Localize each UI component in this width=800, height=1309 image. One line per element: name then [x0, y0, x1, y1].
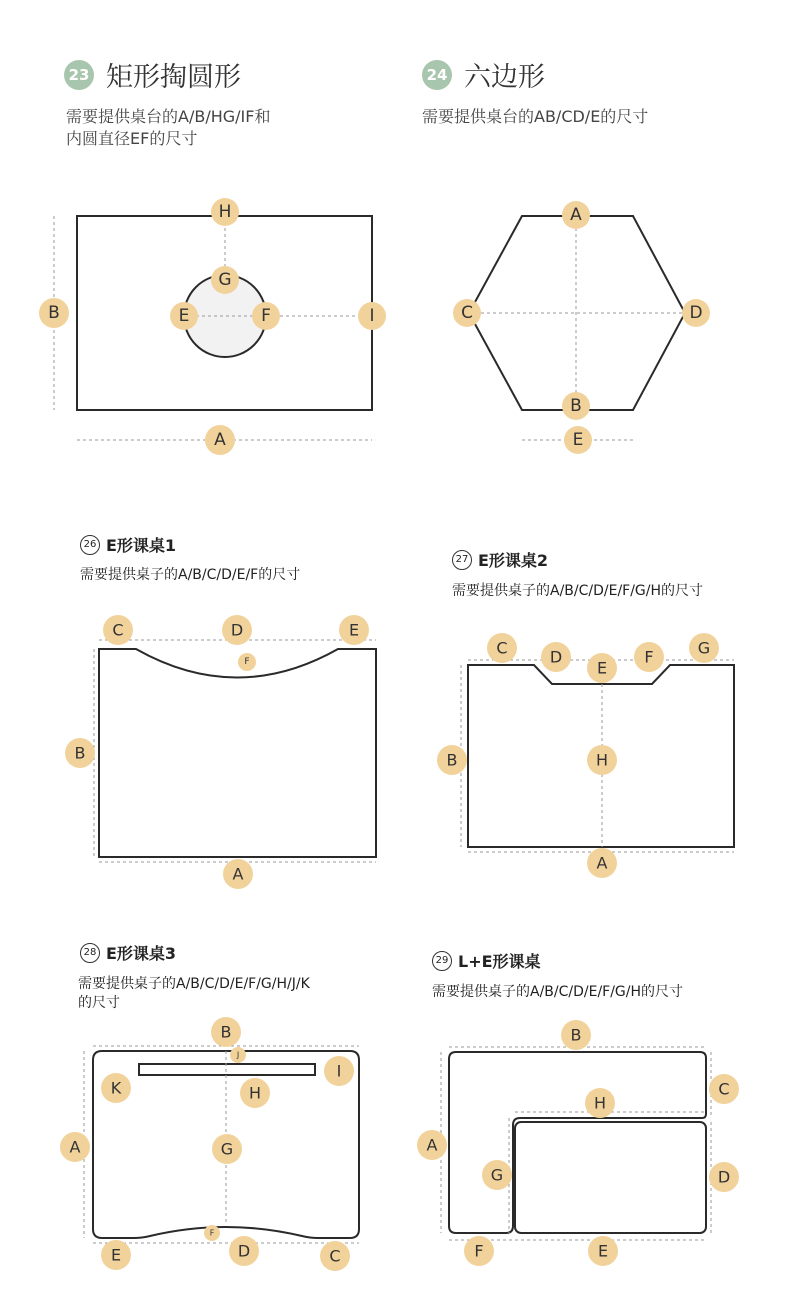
label-badge-24-c	[453, 299, 481, 327]
label-28-k: K	[110, 1078, 122, 1098]
diagram-24	[453, 201, 710, 454]
label-badge-28-k	[101, 1073, 131, 1103]
label-24-a: A	[570, 205, 582, 225]
section-27-number: 27	[452, 550, 472, 570]
section-27-heading: E形课桌2	[478, 551, 549, 570]
label-badge-23-g	[211, 266, 239, 294]
label-badge-28-e	[101, 1240, 131, 1270]
section-29-desc-line-1: 需要提供桌子的A/B/C/D/E/F/G/H的尺寸	[432, 984, 684, 1000]
label-badge-28-c	[320, 1241, 350, 1271]
label-badge-27-f	[634, 642, 664, 672]
label-badge-24-e	[564, 426, 592, 454]
label-24-e: E	[572, 430, 584, 450]
label-26-d: D	[230, 620, 244, 640]
diagram-27	[437, 633, 734, 878]
diagram-26-desk	[99, 649, 376, 857]
label-24-b: B	[570, 396, 582, 416]
label-badge-26-a	[223, 859, 253, 889]
label-27-e: E	[596, 658, 608, 678]
label-badge-26-e	[339, 615, 369, 645]
label-26-a: A	[232, 864, 244, 884]
label-badge-28-a	[60, 1132, 90, 1162]
label-badge-26-b	[65, 738, 95, 768]
label-26-e: E	[348, 620, 360, 640]
label-27-c: C	[496, 638, 508, 658]
label-23-f: F	[261, 306, 271, 326]
label-badge-28-j	[230, 1047, 246, 1063]
label-29-b: B	[570, 1025, 582, 1045]
label-26-f: F	[244, 657, 250, 667]
label-badge-26-d	[222, 615, 252, 645]
label-29-f: F	[474, 1241, 484, 1261]
section-26-number: 26	[80, 535, 100, 555]
label-26-b: B	[74, 743, 86, 763]
label-badge-29-f	[464, 1236, 494, 1266]
label-badge-26-f	[238, 653, 256, 671]
label-badge-24-d	[682, 299, 710, 327]
label-badge-28-i	[324, 1056, 354, 1086]
label-23-e: E	[178, 306, 190, 326]
diagram-23	[39, 198, 386, 455]
label-28-e: E	[110, 1245, 122, 1265]
label-26-c: C	[112, 620, 124, 640]
label-27-h: H	[595, 750, 609, 770]
label-badge-27-g	[689, 633, 719, 663]
section-26-desc-line-1: 需要提供桌子的A/B/C/D/E/F的尺寸	[80, 567, 301, 583]
label-badge-27-e	[587, 653, 617, 683]
label-27-g: G	[697, 638, 711, 658]
label-23-b: B	[48, 303, 60, 323]
section-27-desc-line-1: 需要提供桌子的A/B/C/D/E/F/G/H的尺寸	[452, 583, 704, 599]
label-badge-27-h	[587, 745, 617, 775]
label-24-c: C	[461, 303, 473, 323]
label-28-a: A	[69, 1137, 81, 1157]
label-23-i: I	[369, 306, 375, 326]
section-23-desc-line-2: 内圆直径EF的尺寸	[66, 129, 198, 148]
label-29-c: C	[718, 1079, 730, 1099]
section-23-heading: 矩形掏圆形	[106, 62, 241, 93]
section-28-number: 28	[80, 943, 100, 963]
label-29-a: A	[426, 1135, 438, 1155]
section-29-number: 29	[432, 951, 452, 971]
section-24-heading: 六边形	[464, 62, 545, 93]
label-28-h: H	[248, 1083, 262, 1103]
label-badge-27-a	[587, 848, 617, 878]
label-23-h: H	[218, 202, 232, 222]
label-28-i: I	[336, 1061, 342, 1081]
label-badge-23-f	[252, 302, 280, 330]
label-badge-29-e	[588, 1236, 618, 1266]
label-badge-23-i	[358, 302, 386, 330]
label-badge-29-c	[709, 1074, 739, 1104]
label-badge-26-c	[103, 615, 133, 645]
diagram-29-l-desk	[449, 1052, 706, 1233]
diagram-29-e-desk	[515, 1122, 706, 1233]
label-badge-27-c	[487, 633, 517, 663]
label-27-d: D	[549, 647, 563, 667]
label-badge-29-h	[585, 1088, 615, 1118]
diagram-28-slot	[139, 1064, 315, 1075]
diagram-28	[60, 1017, 359, 1271]
label-badge-27-d	[541, 642, 571, 672]
section-23-number: 23	[64, 60, 94, 90]
section-28-heading: E形课桌3	[106, 944, 177, 963]
section-29-heading: L+E形课桌	[458, 952, 541, 971]
label-badge-28-b	[211, 1017, 241, 1047]
label-28-b: B	[220, 1022, 232, 1042]
diagram-29	[417, 1020, 739, 1266]
label-badge-24-b	[562, 392, 590, 420]
label-badge-28-g	[212, 1134, 242, 1164]
label-badge-23-b	[39, 298, 69, 328]
section-23-desc-line-1: 需要提供桌台的A/B/HG/IF和	[66, 107, 271, 126]
label-29-g: G	[490, 1165, 504, 1185]
section-26-heading: E形课桌1	[106, 536, 177, 555]
label-27-f: F	[644, 647, 654, 667]
section-24-number: 24	[422, 60, 452, 90]
label-29-d: D	[717, 1167, 731, 1187]
diagram-26	[65, 615, 376, 889]
label-badge-23-e	[170, 302, 198, 330]
label-badge-27-b	[437, 745, 467, 775]
section-24-desc-line-1: 需要提供桌台的AB/CD/E的尺寸	[422, 107, 649, 126]
section-28-desc-line-1: 需要提供桌子的A/B/C/D/E/F/G/H/J/K	[78, 976, 310, 992]
label-27-a: A	[596, 853, 608, 873]
label-27-b: B	[446, 750, 458, 770]
label-badge-24-a	[562, 201, 590, 229]
label-28-j: J	[236, 1050, 240, 1060]
label-29-h: H	[593, 1093, 607, 1113]
label-23-a: A	[214, 430, 226, 450]
label-badge-29-g	[482, 1160, 512, 1190]
label-badge-23-a	[205, 425, 235, 455]
label-28-f: F	[209, 1228, 215, 1238]
label-badge-28-f	[204, 1225, 220, 1241]
label-28-c: C	[329, 1246, 341, 1266]
label-28-d: D	[237, 1241, 251, 1261]
label-29-e: E	[597, 1241, 609, 1261]
label-badge-28-h	[240, 1078, 270, 1108]
label-badge-28-d	[229, 1236, 259, 1266]
label-badge-23-h	[211, 198, 239, 226]
label-badge-29-d	[709, 1162, 739, 1192]
section-28-desc-line-2: 的尺寸	[78, 995, 120, 1011]
label-28-g: G	[220, 1139, 234, 1159]
label-badge-29-a	[417, 1130, 447, 1160]
label-23-g: G	[218, 270, 232, 290]
label-badge-29-b	[561, 1020, 591, 1050]
label-24-d: D	[689, 303, 703, 323]
